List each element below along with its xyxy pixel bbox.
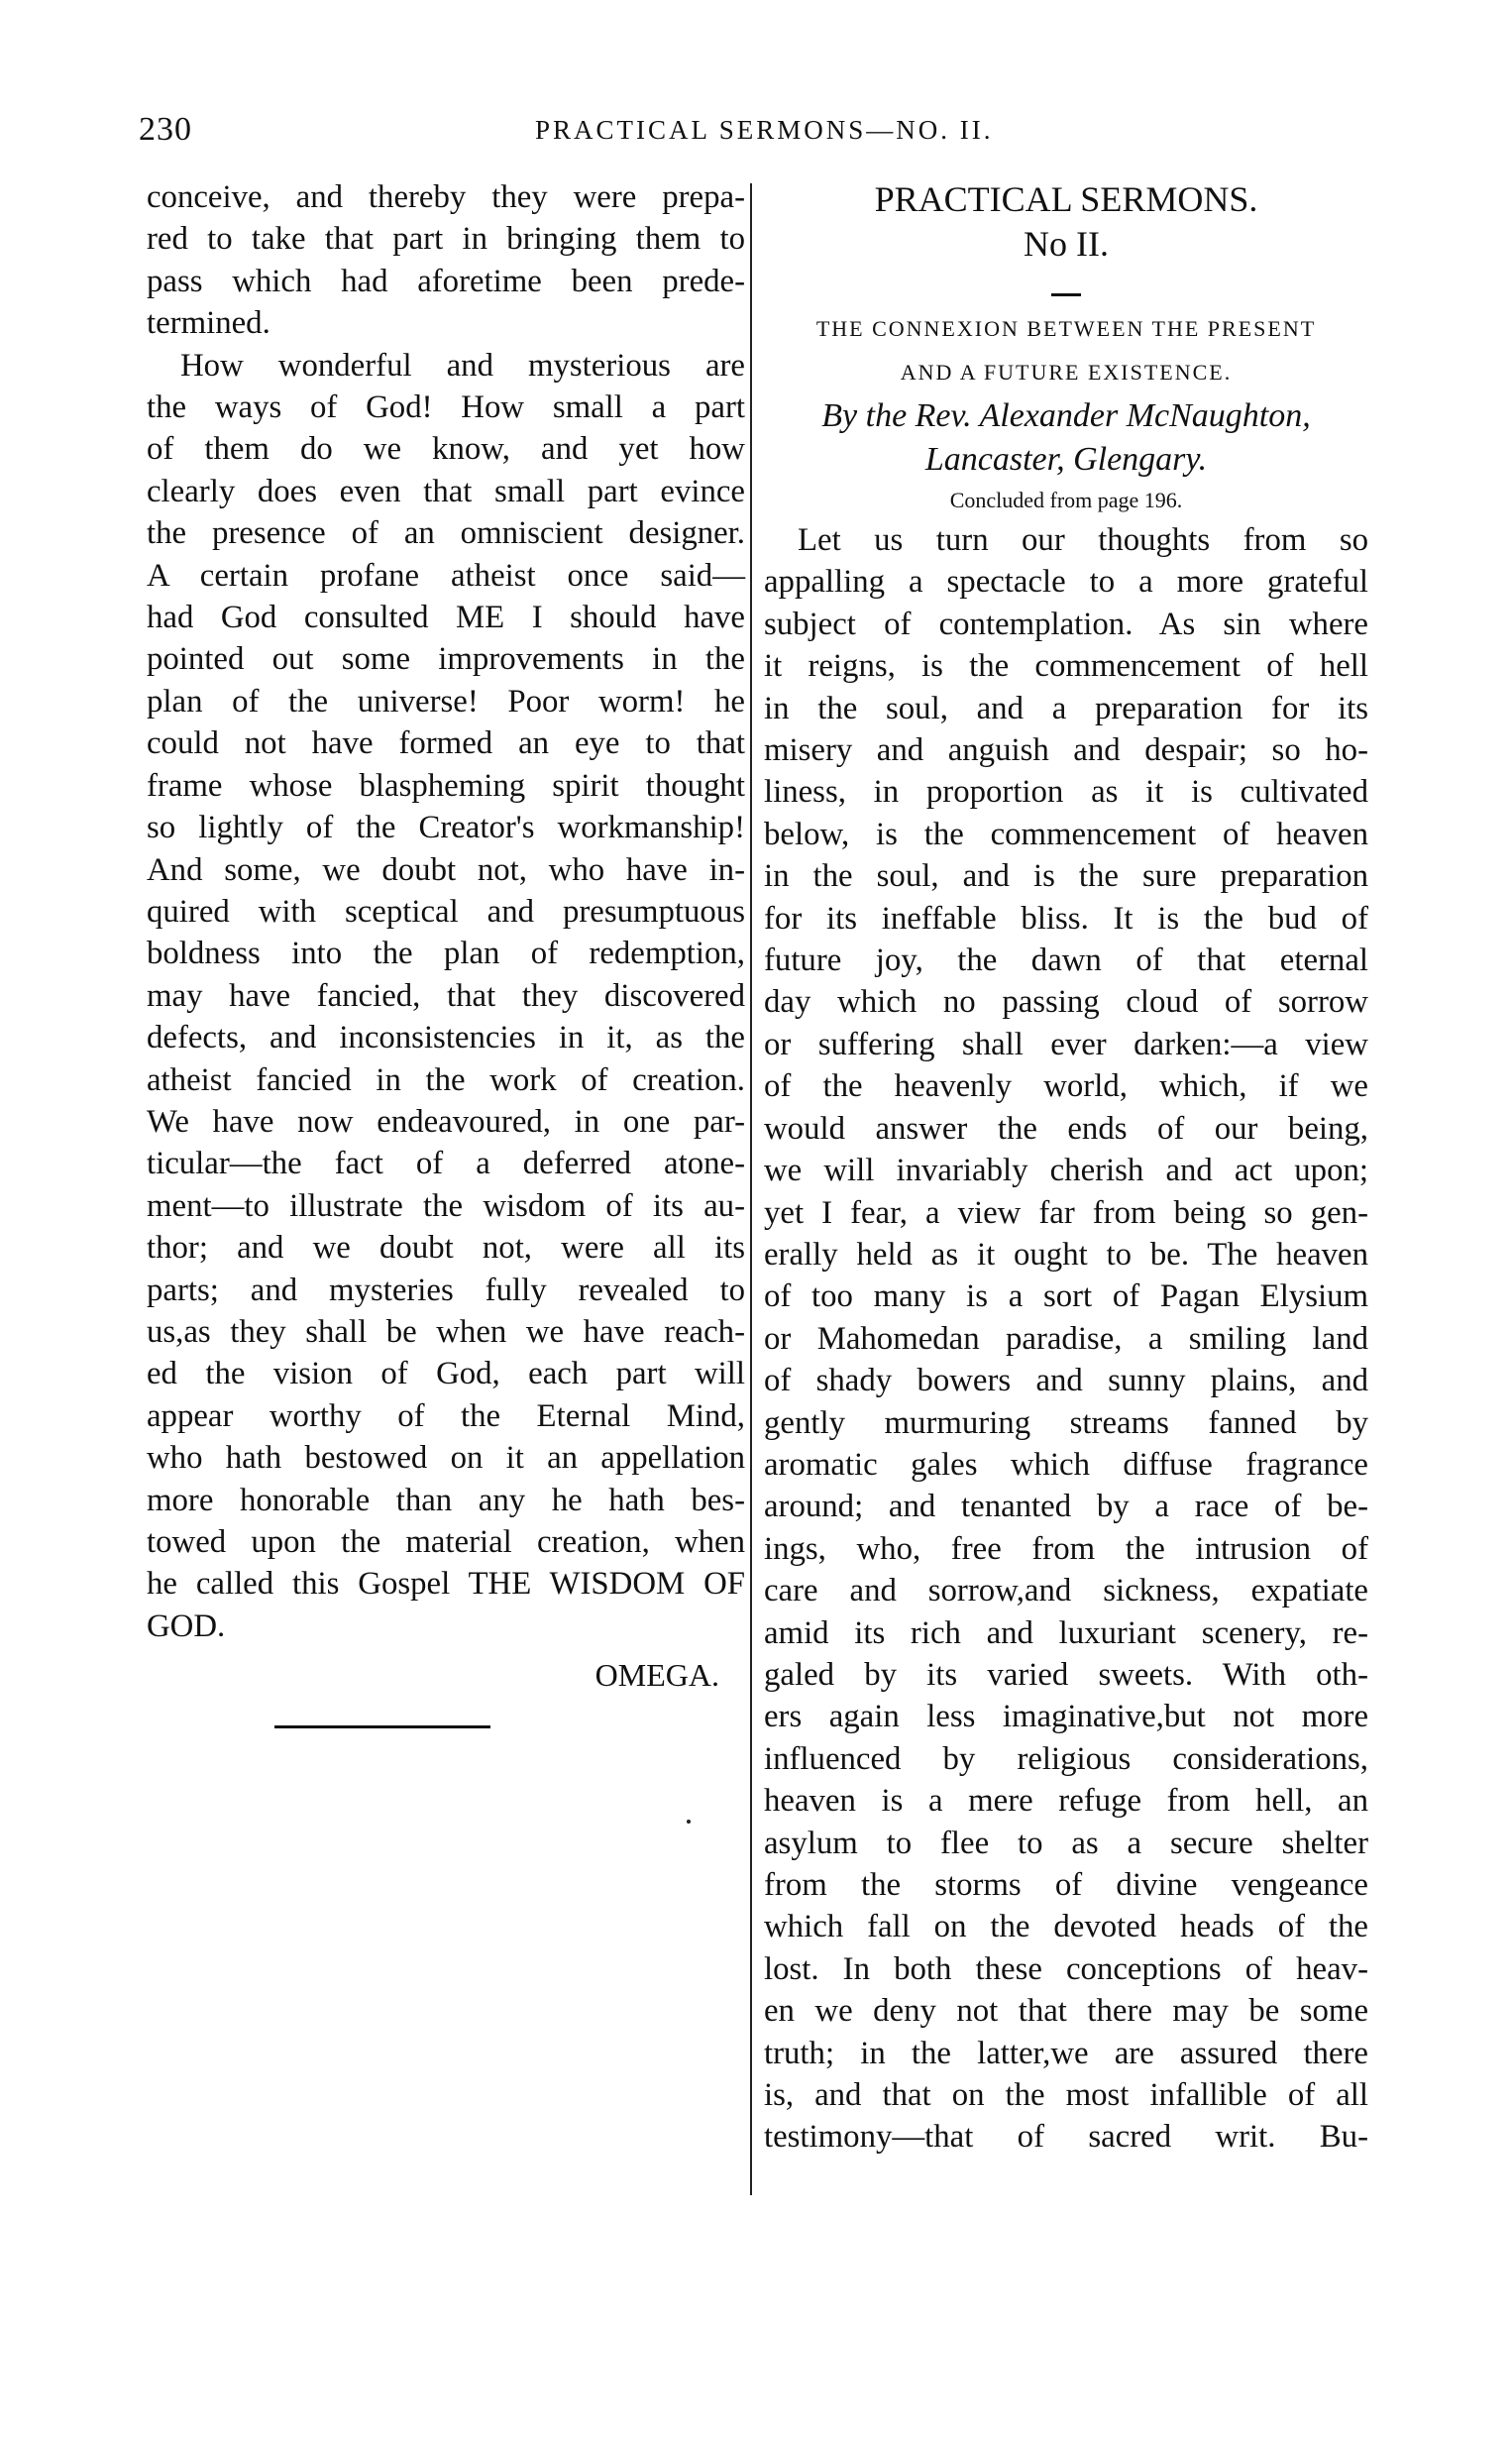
text-line: termined. [147,305,270,342]
text-line: of shady bowers and sunny plains, and [764,1363,1368,1399]
article-number: No II. [1024,224,1109,264]
text-line: may have fancied, that they discovered [147,977,745,1014]
text-line: misery and anguish and despair; so ho- [764,732,1368,769]
text-line: day which no passing cloud of sorrow [764,984,1368,1021]
page-header [139,111,1367,151]
text-line: we will invariably cherish and act upon; [764,1153,1368,1189]
text-line: And some, we doubt not, who have in- [147,851,745,888]
text-line: amid its rich and luxuriant scenery, re- [764,1614,1368,1651]
text-line: towed upon the material creation, when [147,1524,745,1560]
text-line: erally held as it ought to be. The heaven [764,1236,1368,1273]
text-line: which fall on the devoted heads of the [764,1909,1368,1945]
text-line: or suffering shall ever darken:—a view [764,1026,1368,1062]
text-line: had God consulted ME I should have [147,600,745,636]
text-line: How wonderful and mysterious are [180,347,745,384]
text-line: liness, in proportion as it is cultivated [764,774,1368,811]
text-line: pointed out some improvements in the [147,641,745,678]
text-line: who hath bestowed on it an appellation [147,1440,745,1477]
text-line: for its ineffable bliss. It is the bud of [764,900,1368,937]
text-line: en we deny not that there may be some [764,1993,1368,2030]
text-line: red to take that part in bringing them to [147,221,745,258]
text-line: boldness into the plan of redemption, [147,936,745,972]
text-line: in the soul, and is the sure preparation [764,858,1368,895]
text-line: would answer the ends of our being, [764,1110,1368,1147]
text-line: atheist fancied in the work of creation. [147,1061,745,1098]
text-line: influenced by religious considerations, [764,1740,1368,1777]
text-line: ers again less imaginative,but not more [764,1699,1368,1735]
text-line: asylum to flee to as a secure shelter [764,1825,1368,1861]
text-line: We have now endeavoured, in one par- [147,1103,745,1140]
text-line: around; and tenanted by a race of be- [764,1489,1368,1525]
text-line: of them do we know, and yet how [147,431,745,468]
text-line: clearly does even that small part evince [147,473,745,509]
text-line: the ways of God! How small a part [147,389,745,426]
text-line: ment—to illustrate the wisdom of its au- [147,1187,745,1224]
continuation-note: Concluded from page 196. [949,488,1183,512]
topic-line: THE CONNEXION BETWEEN THE PRESENT [815,316,1317,341]
text-line: or Mahomedan paradise, a smiling land [764,1320,1368,1357]
text-line: testimony—that of sacred writ. Bu- [764,2119,1368,2156]
text-line: GOD. [147,1608,226,1644]
text-line: truth; in the latter,we are assured there [764,2035,1368,2071]
text-line: quired with sceptical and presumptuous [147,893,745,930]
text-line: more honorable than any he hath bes- [147,1482,745,1518]
text-line: from the storms of divine vengeance [764,1867,1368,1903]
text-line: heaven is a mere refuge from hell, an [764,1783,1368,1820]
text-line: defects, and inconsistencies in it, as the [147,1020,745,1056]
section-rule [274,1725,490,1728]
text-line: A certain profane atheist once said— [147,557,745,594]
text-line: gently murmuring streams fanned by [764,1404,1368,1441]
text-line: of the heavenly world, which, if we [764,1068,1368,1105]
left-column [147,176,745,1703]
text-line: frame whose blaspheming spirit thought [147,767,745,804]
ink-speck [687,1820,691,1824]
text-line: the presence of an omniscient designer. [147,515,745,552]
text-line: thor; and we doubt not, were all its [147,1230,745,1267]
text-line: he called this Gospel THE WISDOM OF [147,1566,745,1603]
text-line: galed by its varied sweets. With oth- [764,1656,1368,1693]
text-line: it reigns, is the commencement of hell [764,648,1368,685]
text-line: aromatic gales which diffuse fragrance [764,1446,1368,1483]
running-title: PRACTICAL SERMONS—NO. II. [535,115,994,145]
byline: By the Rev. Alexander McNaughton, [821,397,1311,434]
text-line: Let us turn our thoughts from so [798,522,1368,558]
text-line: care and sorrow,and sickness, expatiate [764,1573,1368,1609]
text-line: pass which had aforetime been prede- [147,263,745,299]
title-dash [764,266,1368,307]
text-line: plan of the universe! Poor worm! he [147,683,745,720]
right-column [764,176,1368,2159]
text-line: us,as they shall be when we have reach- [147,1313,745,1350]
column-divider [750,183,752,2195]
page-number: 230 [139,111,192,148]
text-line: could not have formed an eye to that [147,725,745,762]
text-line: so lightly of the Creator's workmanship! [147,810,745,846]
text-line: of too many is a sort of Pagan Elysium [764,1278,1368,1315]
article-title: PRACTICAL SERMONS. [874,179,1258,219]
text-line: subject of contemplation. As sin where [764,606,1368,642]
text-line: in the soul, and a preparation for its [764,690,1368,726]
text-line: yet I fear, a view far from being so gen- [764,1194,1368,1231]
text-line: appalling a spectacle to a more grateful [764,564,1368,601]
text-line: ings, who, free from the intrusion of [764,1530,1368,1567]
text-line: appear worthy of the Eternal Mind, [147,1397,745,1434]
text-line: is, and that on the most infallible of all [764,2077,1368,2114]
text-line: ticular—the fact of a deferred atone- [147,1146,745,1182]
text-line: future joy, the dawn of that eternal [764,942,1368,979]
signature: OMEGA. [594,1657,719,1694]
text-line: below, is the commencement of heaven [764,816,1368,852]
text-line: ed the vision of God, each part will [147,1356,745,1392]
topic-line: AND A FUTURE EXISTENCE. [900,360,1233,385]
text-line: conceive, and thereby they were prepa- [147,179,745,215]
text-line: lost. In both these conceptions of heav- [764,1950,1368,1987]
text-line: parts; and mysteries fully revealed to [147,1272,745,1308]
byline-place: Lancaster, Glengary. [924,441,1208,478]
